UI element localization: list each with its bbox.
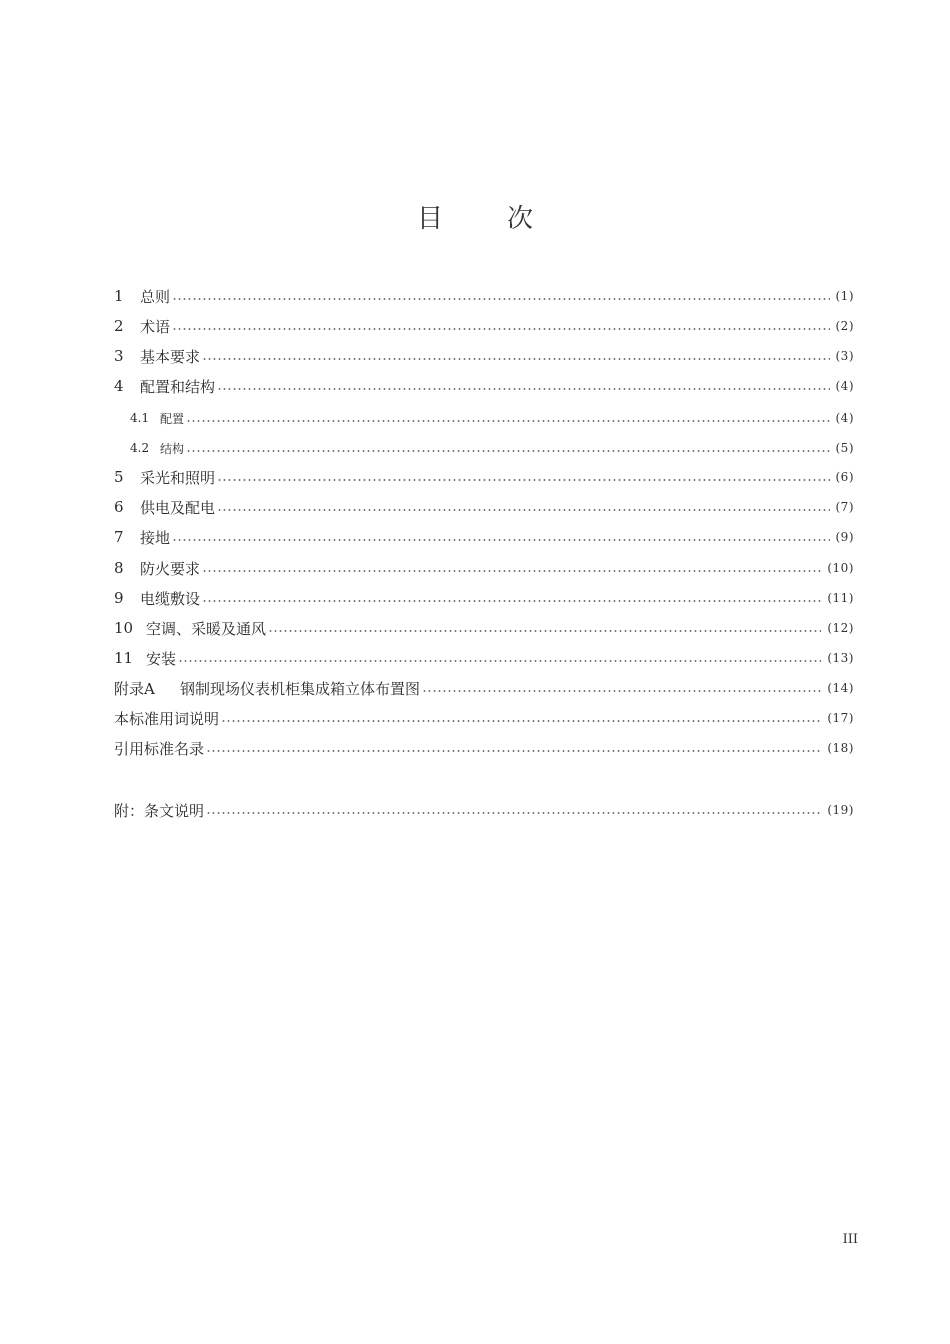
dot-leader <box>217 479 829 481</box>
title-char-1: 目 <box>416 204 443 234</box>
dot-leader <box>186 420 829 422</box>
dot-leader <box>202 358 829 360</box>
toc-entry-page: (2) <box>835 319 854 333</box>
page-number: III <box>842 1232 858 1247</box>
toc-entry-page: (3) <box>835 349 854 363</box>
toc-entry-label: 空调、采暖及通风 <box>146 619 267 638</box>
toc-entry-label: 供电及配电 <box>140 498 216 517</box>
dot-leader <box>202 570 821 572</box>
toc-entry[interactable] <box>114 798 854 822</box>
toc-entry-label: 安装 <box>146 649 177 668</box>
toc-entry[interactable] <box>114 374 854 398</box>
toc-entry-label: 采光和照明 <box>140 468 216 487</box>
toc-entry[interactable] <box>114 616 854 640</box>
toc-entry-page: (18) <box>827 741 854 755</box>
toc-entry-number: 3 <box>114 347 124 365</box>
toc-entry[interactable] <box>114 525 854 549</box>
toc-entry-label: 引用标准名录 <box>114 739 205 758</box>
toc-entry-label: 接地 <box>140 528 171 547</box>
toc-entry[interactable] <box>114 495 854 519</box>
toc-entry-number: 附录A <box>114 679 155 698</box>
toc-entry-label: 术语 <box>140 317 171 336</box>
toc-entry-page: (4) <box>835 411 854 425</box>
toc-entry-label: 钢制现场仪表机柜集成箱立体布置图 <box>180 679 421 698</box>
toc-entry[interactable] <box>114 586 854 610</box>
toc-entry-label: 配置 <box>160 411 185 426</box>
toc-subentry[interactable] <box>130 406 854 430</box>
toc-entry[interactable] <box>114 284 854 308</box>
toc-entry[interactable] <box>114 465 854 489</box>
toc-entry-number: 10 <box>114 619 134 637</box>
toc-entry-page: (19) <box>827 803 854 817</box>
toc-entry-label: 基本要求 <box>140 347 201 366</box>
dot-leader <box>186 450 829 452</box>
toc-entry-page: (10) <box>827 561 854 575</box>
toc-entry-page: (14) <box>827 681 854 695</box>
toc-entry-page: (7) <box>835 500 854 514</box>
toc-entry-page: (11) <box>827 591 854 605</box>
toc-entry-page: (1) <box>835 289 854 303</box>
toc-entry[interactable] <box>114 646 854 670</box>
dot-leader <box>178 660 821 662</box>
dot-leader <box>422 690 821 692</box>
toc-entry[interactable] <box>114 706 854 730</box>
toc-entry-page: (13) <box>827 651 854 665</box>
toc-entry-label: 本标准用词说明 <box>114 709 220 728</box>
dot-leader <box>172 539 829 541</box>
toc-entry-number: 9 <box>114 589 124 607</box>
dot-leader <box>172 328 829 330</box>
toc-entry-page: (9) <box>835 530 854 544</box>
dot-leader <box>206 812 821 814</box>
toc-entry[interactable] <box>114 736 854 760</box>
title-char-2: 次 <box>507 204 534 234</box>
toc-entry-page: (6) <box>835 470 854 484</box>
toc-entry-number: 5 <box>114 468 124 486</box>
toc-entry-number: 6 <box>114 498 124 516</box>
dot-leader <box>217 388 829 390</box>
toc-entry-number: 4.2 <box>130 441 150 455</box>
toc-entry-label: 防火要求 <box>140 559 201 578</box>
toc-subentry[interactable] <box>130 436 854 460</box>
toc-entry[interactable] <box>114 556 854 580</box>
toc-entry-number: 1 <box>114 287 124 305</box>
toc-entry-number: 11 <box>114 649 134 667</box>
dot-leader <box>217 509 829 511</box>
toc-entry-label: 电缆敷设 <box>140 589 201 608</box>
toc-entry-number: 4.1 <box>130 411 150 425</box>
toc-entry-page: (17) <box>827 711 854 725</box>
toc-entry-number: 8 <box>114 559 124 577</box>
toc-entry-label: 结构 <box>160 441 185 456</box>
toc-entry-page: (12) <box>827 621 854 635</box>
toc-entry-label: 配置和结构 <box>140 377 216 396</box>
toc-entry-page: (4) <box>835 379 854 393</box>
toc-entry-label: 总则 <box>140 287 171 306</box>
toc-entry[interactable] <box>114 314 854 338</box>
page-title <box>0 198 950 235</box>
dot-leader <box>268 630 821 632</box>
toc-entry-number: 2 <box>114 317 124 335</box>
toc-entry-page: (5) <box>835 441 854 455</box>
dot-leader <box>172 298 829 300</box>
toc-entry[interactable] <box>114 344 854 368</box>
toc-appendix-entry[interactable] <box>114 676 854 700</box>
toc-entry-label: 附：条文说明 <box>114 801 205 820</box>
dot-leader <box>221 720 821 722</box>
toc-entry-number: 4 <box>114 377 124 395</box>
dot-leader <box>206 750 821 752</box>
dot-leader <box>202 600 821 602</box>
toc-entry-number: 7 <box>114 528 124 546</box>
